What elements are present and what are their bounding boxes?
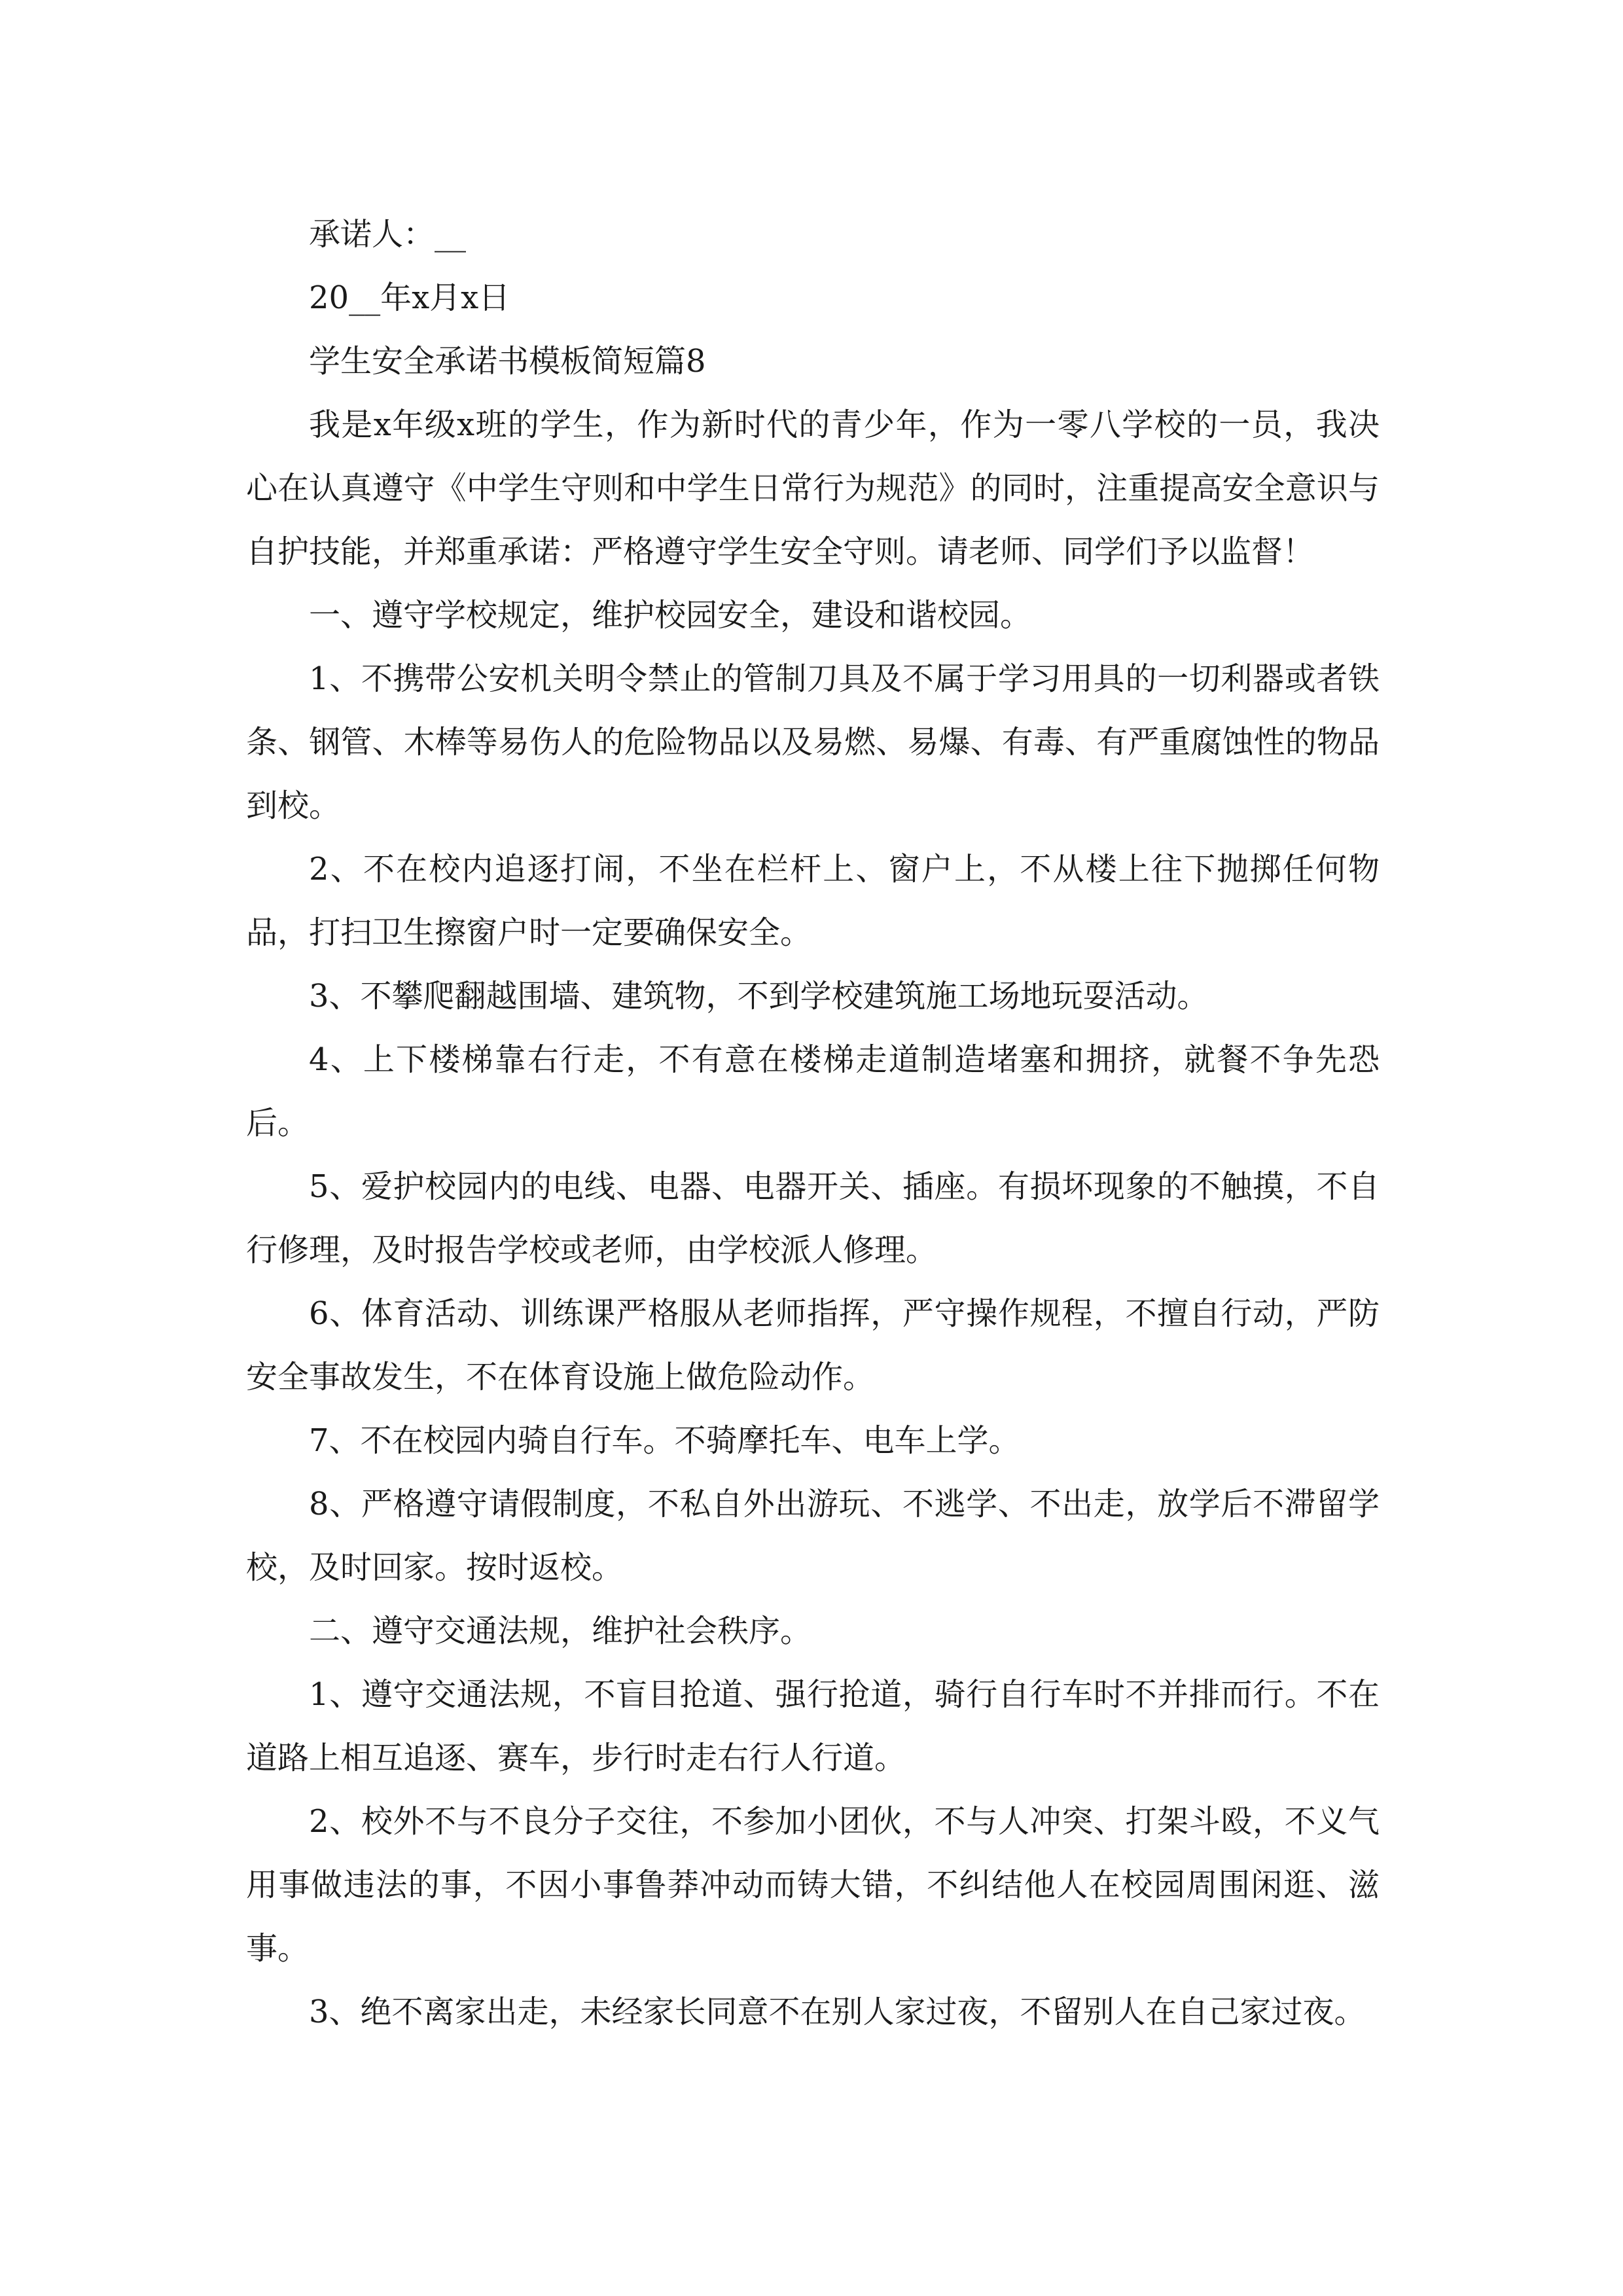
paragraph-item-1-8: 8、严格遵守请假制度，不私自外出游玩、不逃学、不出走，放学后不滞留学校，及时回家。按时返校。 <box>246 1486 1380 1586</box>
signer-line: 承诺人：__ <box>309 216 467 253</box>
date-line: 20__年x月x日 <box>309 279 510 316</box>
paragraph-intro: 我是x年级x班的学生，作为新时代的青少年，作为一零八学校的一员，我决心在认真遵守《中学生守则和中学生日常行为规范》的同时，注重提高安全意识与自护技能，并郑重承诺：严格遵守学生安全守则。请老师、同学们予以监督！ <box>246 406 1380 570</box>
paragraph-item-1-5: 5、爱护校园内的电线、电器、电器开关、插座。有损坏现象的不触摸，不自行修理，及时报告学校或老师，由学校派人修理。 <box>246 1168 1380 1268</box>
paragraph-item-1-1: 1、不携带公安机关明令禁止的管制刀具及不属于学习用具的一切利器或者铁条、钢管、木棒等易伤人的危险物品以及易燃、易爆、有毒、有严重腐蚀性的物品到校。 <box>246 660 1380 824</box>
paragraph-item-1-7: 7、不在校园内骑自行车。不骑摩托车、电车上学。 <box>309 1422 1020 1459</box>
section-heading: 学生安全承诺书模板简短篇8 <box>309 343 706 380</box>
paragraph-item-1-2: 2、不在校内追逐打闹，不坐在栏杆上、窗户上，不从楼上往下抛掷任何物品，打扫卫生擦窗户时一定要确保安全。 <box>246 851 1380 951</box>
paragraph-item-2-3: 3、绝不离家出走，未经家长同意不在别人家过夜，不留别人在自己家过夜。 <box>309 1994 1366 2030</box>
paragraph-item-1-3: 3、不攀爬翻越围墙、建筑物，不到学校建筑施工场地玩耍活动。 <box>309 978 1209 1014</box>
paragraph-item-1-4: 4、上下楼梯靠右行走，不有意在楼梯走道制造堵塞和拥挤，就餐不争先恐后。 <box>246 1041 1380 1141</box>
document-body <box>246 203 1380 2044</box>
paragraph-section-1: 一、遵守学校规定，维护校园安全，建设和谐校园。 <box>309 597 1032 634</box>
paragraph-item-2-2: 2、校外不与不良分子交往，不参加小团伙，不与人冲突、打架斗殴，不义气用事做违法的事，不因小事鲁莽冲动而铸大错，不纠结他人在校园周围闲逛、滋事。 <box>246 1803 1380 1967</box>
paragraph-item-1-6: 6、体育活动、训练课严格服从老师指挥，严守操作规程，不擅自行动，严防安全事故发生，不在体育设施上做危险动作。 <box>246 1295 1380 1395</box>
paragraph-section-2: 二、遵守交通法规，维护社会秩序。 <box>309 1613 812 1649</box>
paragraph-item-2-1: 1、遵守交通法规，不盲目抢道、强行抢道，骑行自行车时不并排而行。不在道路上相互追逐、赛车，步行时走右行人行道。 <box>246 1676 1380 1776</box>
